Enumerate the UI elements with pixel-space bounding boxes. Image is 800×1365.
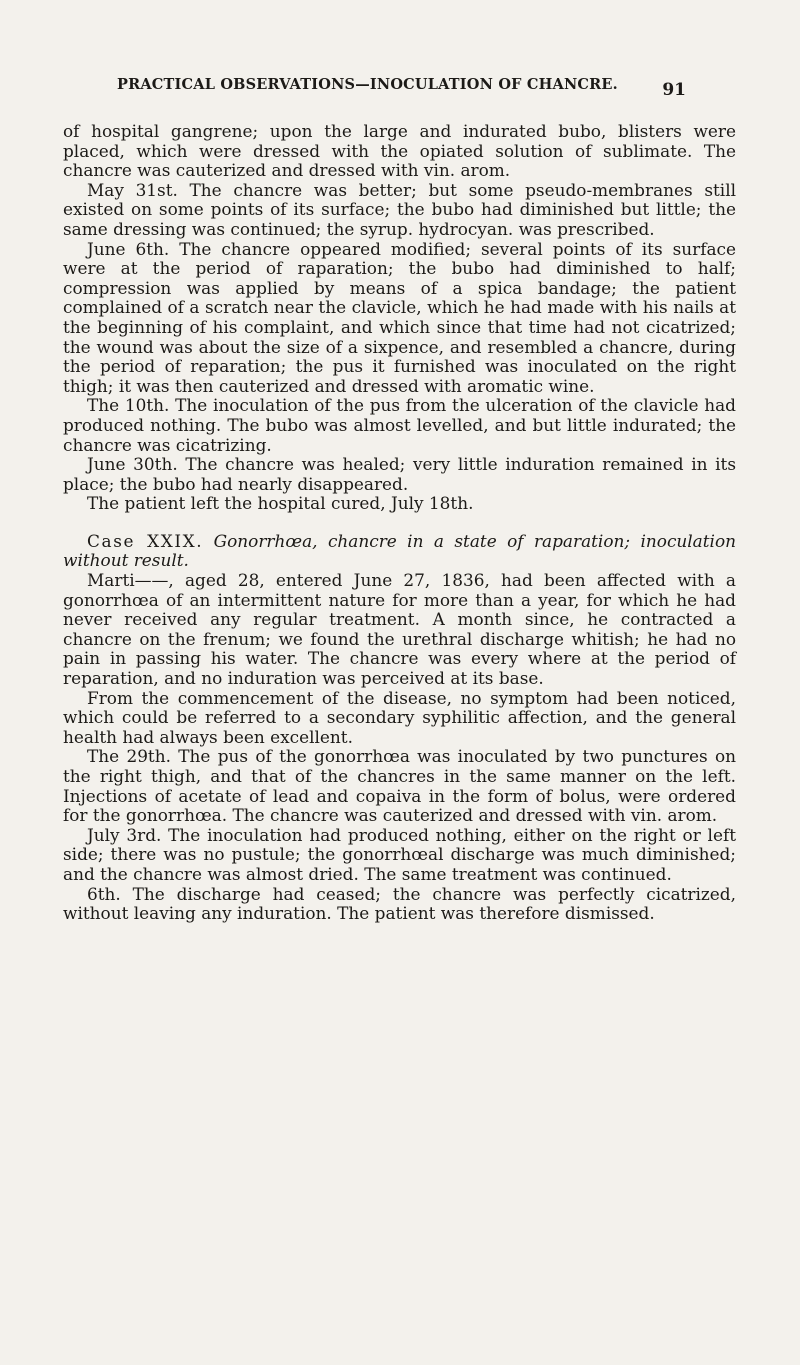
paragraph: The 29th. The pus of the gonorrhœa was inoculated by two punctures on the right thigh, and that of the chancres in the same manner on the left. Injections of acetate of lead and copaiva in the form of bolus, were ordered for the gonorrhœa. The chancre was cauterized and dressed with vin. arom. (63, 746, 736, 826)
paragraph: The 10th. The inoculation of the pus from the ulceration of the clavicle had produced nothing. The bubo was almost levelled, and but little indurated; the chancre was cicatrizing. (63, 395, 736, 455)
body-text (63, 122, 736, 924)
paragraph: July 3rd. The inoculation had produced nothing, either on the right or left side; there was no pustule; the gonorrhœal discharge was much diminished; and the chancre was almost dried. The same treatment was continued. (63, 824, 736, 884)
page-number: 91 (662, 80, 686, 100)
running-head: PRACTICAL OBSERVATIONS—INOCULATION OF CHANCRE. (117, 76, 618, 93)
case-title: Gonorrhœa, chancre in a state of raparation; inoculation without result. (63, 530, 736, 571)
paragraph: The patient left the hospital cured, July 18th. (87, 493, 474, 514)
paragraph: June 30th. The chancre was healed; very little induration remained in its place; the bubo had nearly disappeared. (63, 454, 736, 494)
paragraph: of hospital gangrene; upon the large and indurated bubo, blisters were placed, which were dressed with the opiated solution of sublimate. The chancre was cauterized and dressed with vin. arom. (63, 121, 736, 181)
case-label: Case XXIX. (87, 530, 204, 551)
case-heading (63, 532, 736, 571)
paragraph: May 31st. The chancre was better; but some pseudo-membranes still existed on some points of its surface; the bubo had diminished but little; the same dressing was continued; the syrup. hydrocyan. was prescribed. (63, 179, 736, 239)
paragraph: June 6th. The chancre oppeared modified; several points of its surface were at the period of raparation; the bubo had diminished to half; compression was applied by means of a spica bandage; the patient complained of a scratch near the clavicle, which he had made with his nails at the beginning of his complaint, and which since that time had not cicatrized; the wound was about the size of a sixpence, and resembled a chancre, during the period of reparation; the pus it furnished was inoculated on the right thigh; it was then cauterized and dressed with aromatic wine. (63, 238, 736, 396)
paragraph: 6th. The discharge had ceased; the chancre was perfectly cicatrized, without leaving any induration. The patient was therefore dismissed. (63, 883, 736, 924)
paragraph: Marti——, aged 28, entered June 27, 1836, had been affected with a gonorrhœa of an intermittent nature for more than a year, for which he had never received any regular treatment. A month since, he contracted a chancre on the frenum; we found the urethral discharge whitish; he had no pain in passing his water. The chancre was every where at the period of reparation, and no induration was perceived at its base. (63, 570, 736, 689)
paragraph: From the commencement of the disease, no symptom had been noticed, which could be referred to a secondary syphilitic affection, and the general health had always been excellent. (63, 687, 736, 747)
